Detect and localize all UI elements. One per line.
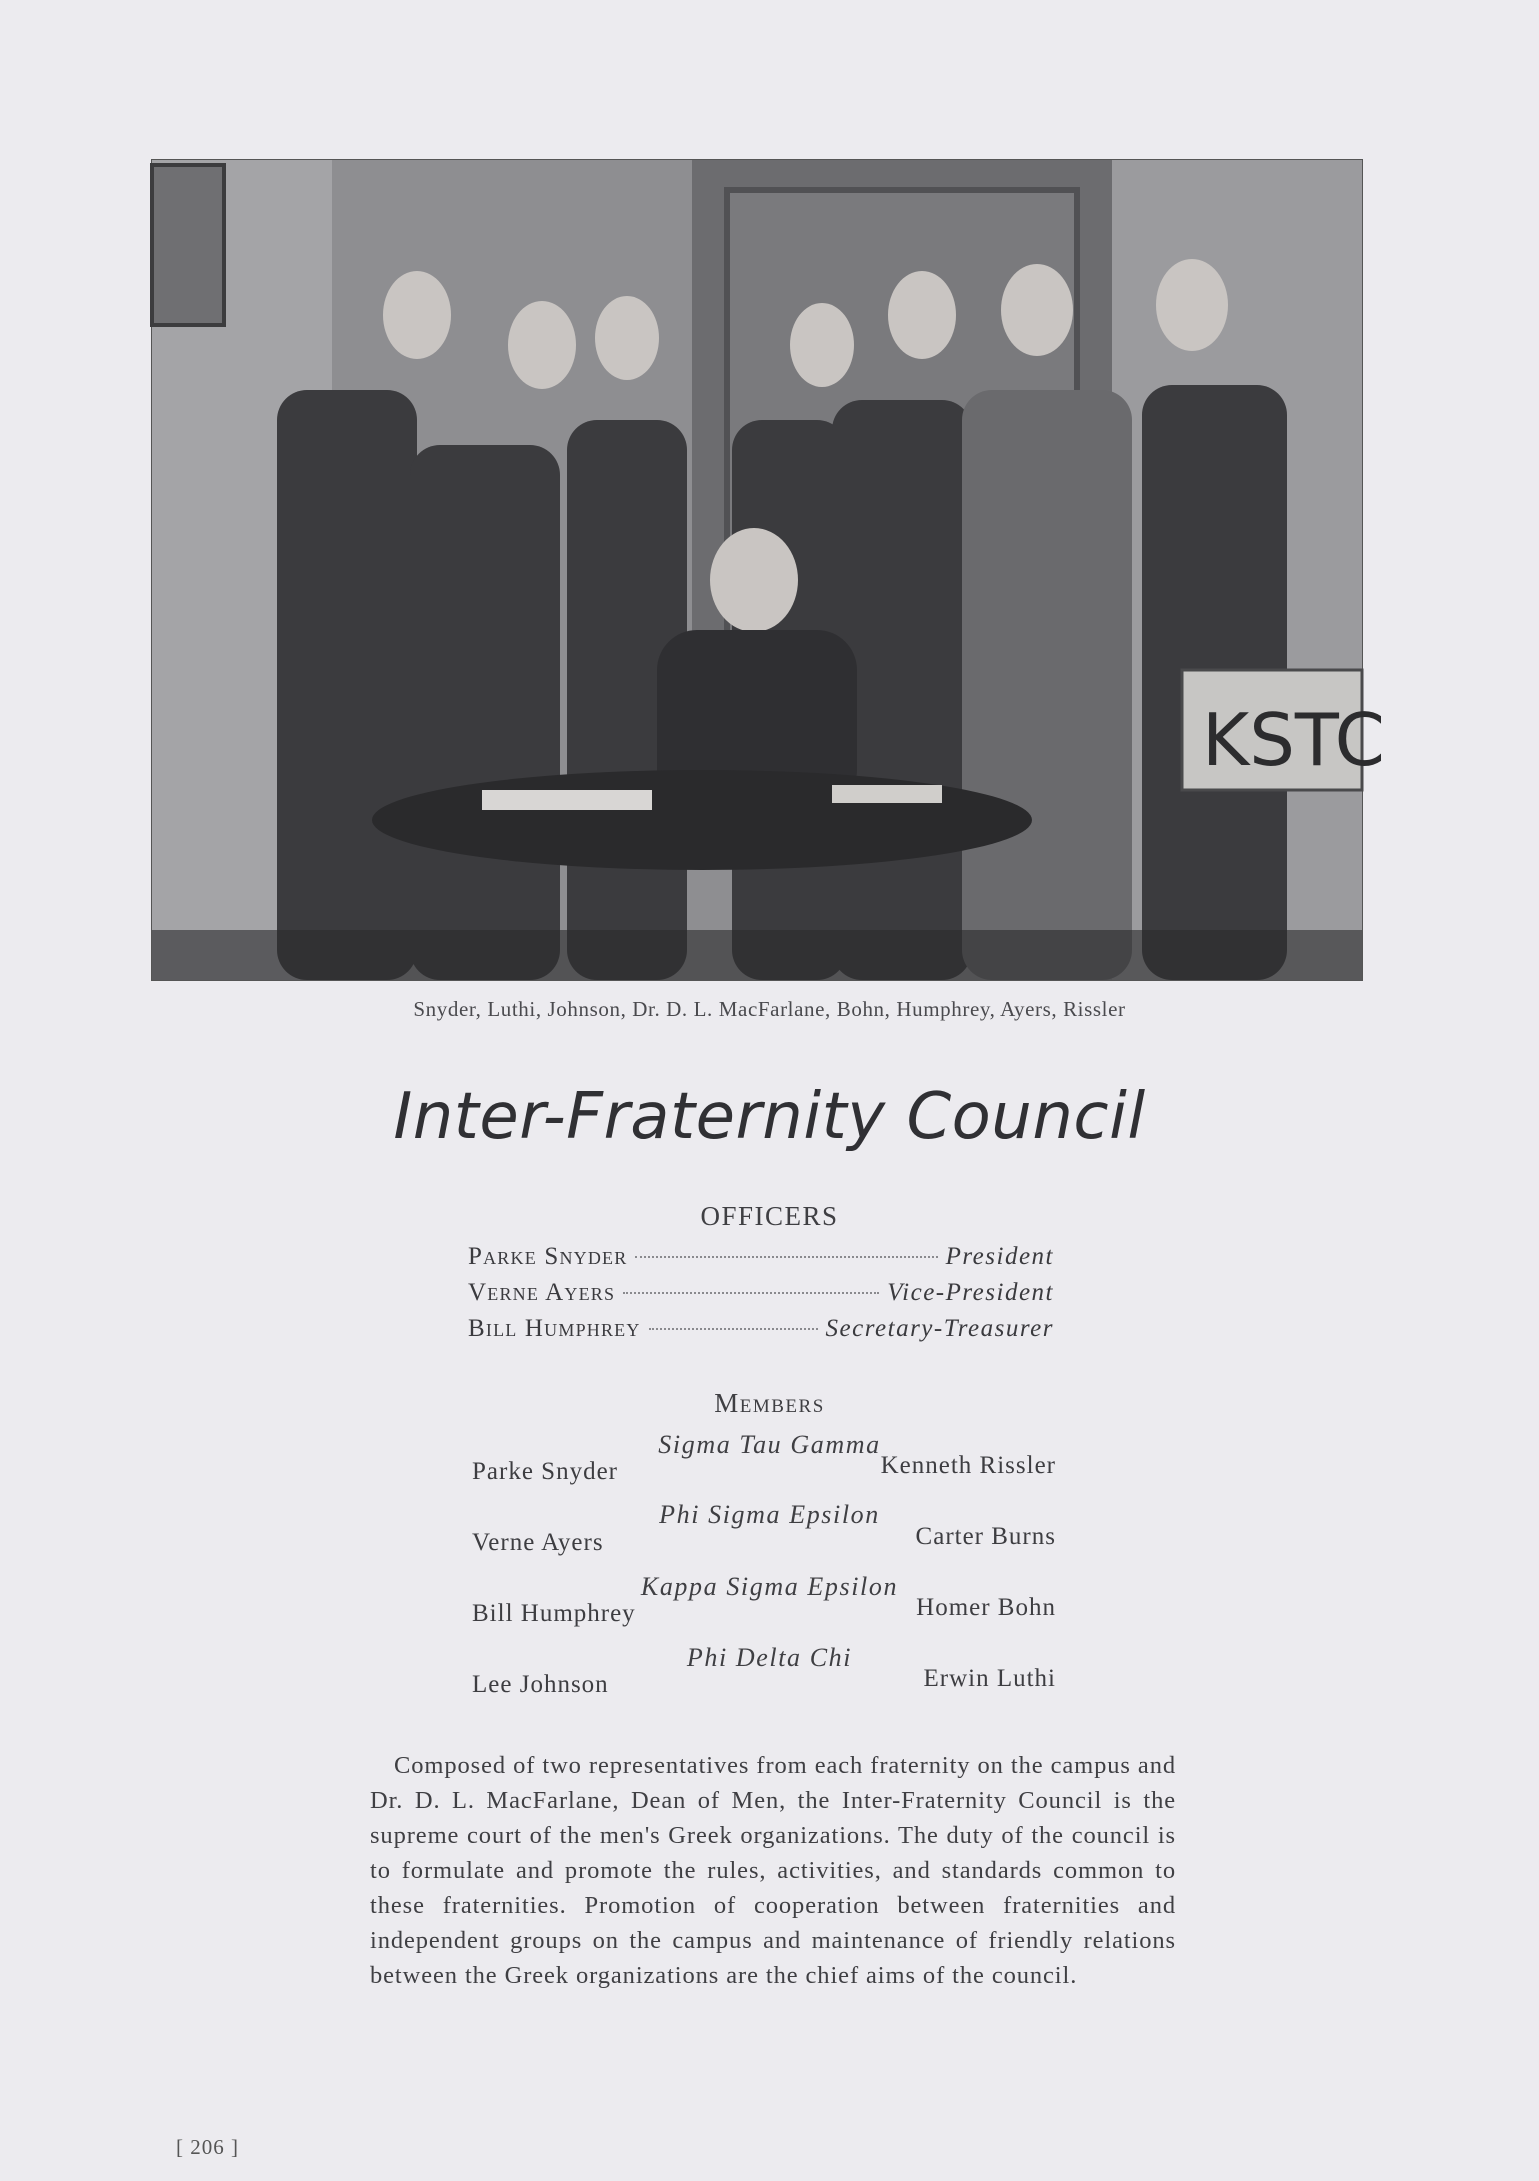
body-paragraph: Composed of two representatives from each fraternity on the campus and Dr. D. L. MacFarlane, Dean of Men, the Inter-Fraternity Council is the supreme court of the men's Greek organizations. The duty of the council is to formulate and promote the rules, activities, and standards common to these fraternities. Promotion of cooperation between fraternities and independent groups on the campus and maintenance of friendly relations between the Greek organizations are the chief aims of the council. bbox=[370, 1752, 1176, 1989]
officer-role: President bbox=[945, 1243, 1054, 1270]
officer-name: Parke Snyder bbox=[468, 1243, 628, 1270]
officer-name: Bill Humphrey bbox=[468, 1315, 641, 1342]
dot-leader bbox=[623, 1292, 879, 1294]
member-name: Lee Johnson bbox=[472, 1671, 609, 1698]
fraternity-name: Phi Sigma Epsilon bbox=[659, 1500, 880, 1529]
member-name: Kenneth Rissler bbox=[880, 1452, 1056, 1479]
kstc-sign-text: KSTC bbox=[1202, 698, 1385, 782]
officer-row bbox=[468, 1243, 1054, 1279]
member-name: Homer Bohn bbox=[916, 1594, 1056, 1621]
officer-name: Verne Ayers bbox=[468, 1279, 616, 1306]
member-name: Parke Snyder bbox=[472, 1458, 618, 1485]
group-photo-illustration bbox=[152, 160, 1385, 980]
dot-leader bbox=[649, 1328, 818, 1330]
wall-frame bbox=[152, 165, 224, 325]
officer-role: Vice-President bbox=[887, 1279, 1054, 1306]
officers-heading: OFFICERS bbox=[700, 1201, 839, 1231]
photo-caption: Snyder, Luthi, Johnson, Dr. D. L. MacFarlane, Bohn, Humphrey, Ayers, Rissler bbox=[413, 997, 1126, 1021]
page-number: [ 206 ] bbox=[176, 2135, 239, 2159]
group-photo bbox=[152, 160, 1385, 980]
member-name: Verne Ayers bbox=[472, 1529, 604, 1556]
fraternity-name: Sigma Tau Gamma bbox=[658, 1430, 881, 1459]
dot-leader bbox=[635, 1256, 937, 1258]
member-name: Erwin Luthi bbox=[923, 1665, 1056, 1692]
fraternity-name: Phi Delta Chi bbox=[686, 1643, 853, 1672]
member-name: Carter Burns bbox=[915, 1523, 1056, 1550]
page-title: Inter-Fraternity Council bbox=[393, 1080, 1146, 1154]
officer-role: Secretary-Treasurer bbox=[825, 1315, 1054, 1342]
officer-row bbox=[468, 1315, 1054, 1351]
member-name: Bill Humphrey bbox=[472, 1600, 636, 1627]
members-heading: Members bbox=[714, 1388, 825, 1418]
fraternity-name: Kappa Sigma Epsilon bbox=[640, 1572, 899, 1601]
officer-row bbox=[468, 1279, 1054, 1315]
